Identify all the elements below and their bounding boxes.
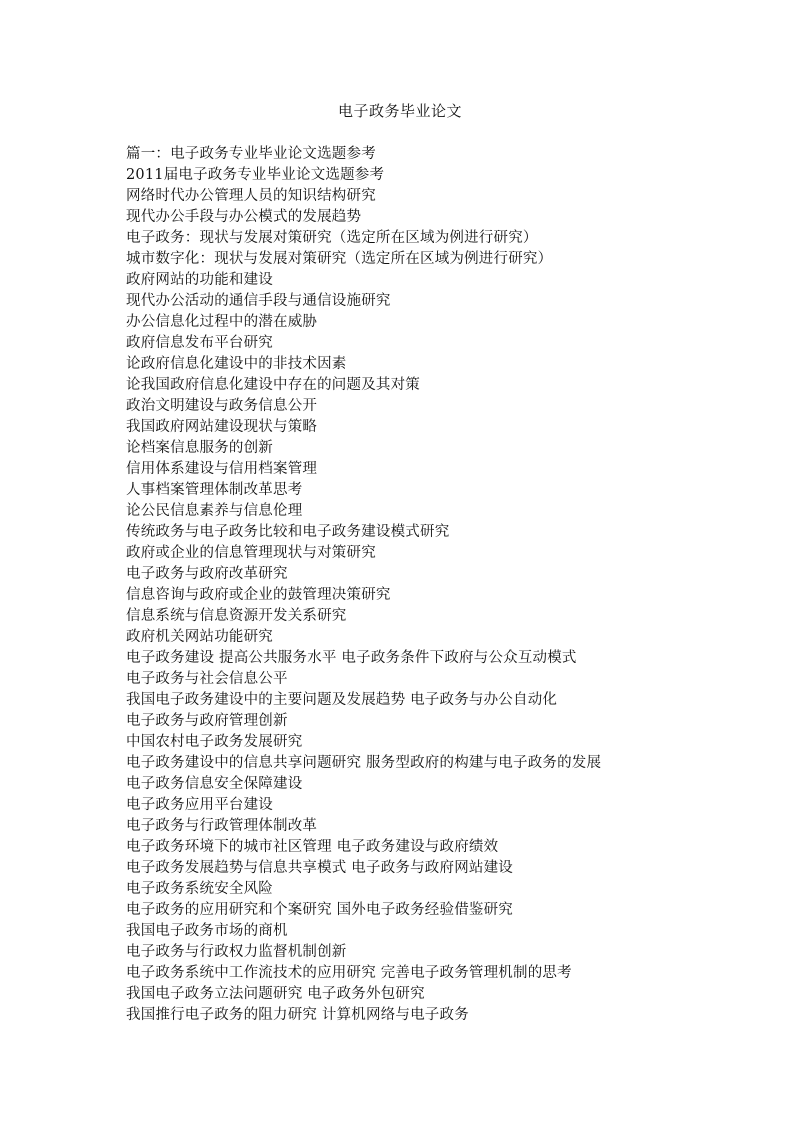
topic-line: 电子政务与政府管理创新: [126, 713, 288, 729]
topic-line: 信息咨询与政府或企业的鼓管理决策研究: [126, 587, 391, 603]
topic-line: 电子政务应用平台建设: [126, 797, 273, 813]
topic-line: 论政府信息化建设中的非技术因素: [126, 356, 347, 372]
topic-line: 论我国政府信息化建设中存在的问题及其对策: [126, 377, 420, 393]
topic-line: 我国电子政务建设中的主要问题及发展趋势 电子政务与办公自动化: [126, 692, 558, 708]
topic-line: 论公民信息素养与信息伦理: [126, 503, 303, 519]
topic-line: 信息系统与信息资源开发关系研究: [126, 608, 347, 624]
topic-line: 篇一：电子政务专业毕业论文选题参考: [126, 146, 376, 162]
topic-line: 信用体系建设与信用档案管理: [126, 461, 318, 477]
topic-line: 我国电子政务立法问题研究 电子政务外包研究: [126, 986, 425, 1002]
topic-line: 电子政务发展趋势与信息共享模式 电子政务与政府网站建设: [126, 860, 514, 876]
topic-line: 电子政务建设中的信息共享问题研究 服务型政府的构建与电子政务的发展: [126, 755, 602, 771]
document-title: 电子政务毕业论文: [337, 102, 462, 120]
topic-line: 我国电子政务市场的商机: [126, 923, 288, 939]
topic-line: 人事档案管理体制改革思考: [126, 482, 303, 498]
topic-list: [126, 144, 726, 1026]
topic-line: 政府网站的功能和建设: [126, 272, 273, 288]
topic-line: 电子政务系统中工作流技术的应用研究 完善电子政务管理机制的思考: [126, 965, 572, 981]
topic-line: 现代办公手段与办公模式的发展趋势: [126, 209, 362, 225]
topic-line: 电子政务与行政权力监督机制创新: [126, 944, 347, 960]
topic-line: 论档案信息服务的创新: [126, 440, 273, 456]
topic-line: 网络时代办公管理人员的知识结构研究: [126, 188, 376, 204]
topic-line: 电子政务信息安全保障建设: [126, 776, 303, 792]
topic-line: 城市数字化：现状与发展对策研究（选定所在区域为例进行研究）: [126, 251, 553, 267]
topic-line: 电子政务与政府改革研究: [126, 566, 288, 582]
topic-line: 传统政务与电子政务比较和电子政务建设模式研究: [126, 524, 450, 540]
topic-line: 电子政务的应用研究和个案研究 国外电子政务经验借鉴研究: [126, 902, 514, 918]
topic-line: 2011届电子政务专业毕业论文选题参考: [126, 167, 385, 183]
topic-line: 政治文明建设与政务信息公开: [126, 398, 318, 414]
topic-line: 政府机关网站功能研究: [126, 629, 273, 645]
topic-line: 我国政府网站建设现状与策略: [126, 419, 318, 435]
topic-line: 现代办公活动的通信手段与通信设施研究: [126, 293, 391, 309]
topic-line: 中国农村电子政务发展研究: [126, 734, 303, 750]
topic-line: 电子政务与社会信息公平: [126, 671, 288, 687]
topic-line: 电子政务系统安全风险: [126, 881, 273, 897]
topic-line: 政府信息发布平台研究: [126, 335, 273, 351]
topic-line: 电子政务建设 提高公共服务水平 电子政务条件下政府与公众互动模式: [126, 650, 577, 666]
topic-line: 办公信息化过程中的潜在威胁: [126, 314, 318, 330]
topic-line: 电子政务与行政管理体制改革: [126, 818, 318, 834]
topic-line: 电子政务环境下的城市社区管理 电子政务建设与政府绩效: [126, 839, 499, 855]
topic-line: 政府或企业的信息管理现状与对策研究: [126, 545, 376, 561]
topic-line: 我国推行电子政务的阻力研究 计算机网络与电子政务: [126, 1007, 469, 1023]
topic-line: 电子政务：现状与发展对策研究（选定所在区域为例进行研究）: [126, 230, 538, 246]
